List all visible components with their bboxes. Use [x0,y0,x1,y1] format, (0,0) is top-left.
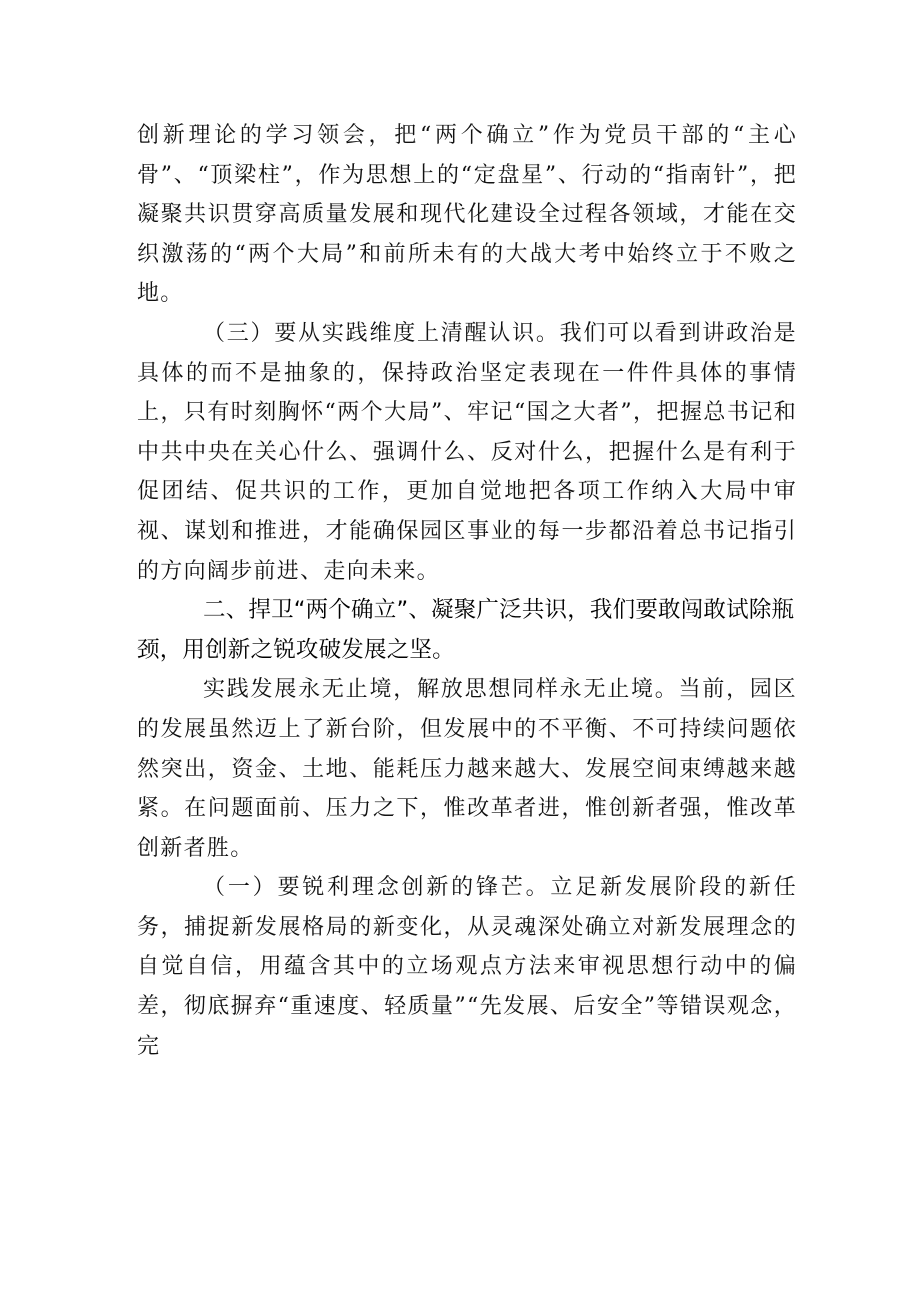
paragraph-practice-dimension: （三）要从实践维度上清醒认识。我们可以看到讲政治是具体的而不是抽象的，保持政治坚定表现在一件件具体的事情上，只有时刻胸怀“两个大局”、牢记“国之大者”，把握总书记和中共中央在关心什么、强调什么、反对什么，把握什么是有利于促团结、促共识的工作，更加自觉地把各项工作纳入大局中审视、谋划和推进，才能确保园区事业的每一步都沿着总书记指引的方向阔步前进、走向未来。 [137,320,797,584]
paragraph-concept-innovation: （一）要锐利理念创新的锋芒。立足新发展阶段的新任务，捕捉新发展格局的新变化，从灵魂深处确立对新发展理念的自觉自信，用蕴含其中的立场观点方法来审视思想行动中的偏差，彻底摒弃“重速度、轻质量”“先发展、后安全”等错误观念，完 [137,875,797,1059]
paragraph-continuation: 创新理论的学习领会，把“两个确立”作为党员干部的“主心骨”、“顶梁柱”，作为思想上的“定盘星”、行动的“指南针”，把凝聚共识贯穿高质量发展和现代化建设全过程各领域，才能在交织激荡的“两个大局”和前所未有的大战大考中始终立于不败之地。 [137,123,797,307]
section-heading-two: 二、捍卫“两个确立”、凝聚广泛共识，我们要敢闯敢试除瓶颈，用创新之锐攻破发展之坚。 [137,597,795,663]
document-body [137,116,797,1066]
paragraph-practice-development: 实践发展永无止境，解放思想同样永无止境。当前，园区的发展虽然迈上了新台阶，但发展中的不平衡、不可持续问题依然突出，资金、土地、能耗压力越来越大、发展空间束缚越来越紧。在问题面前、压力之下，惟改革者进，惟创新者强，惟改革创新者胜。 [137,677,797,861]
